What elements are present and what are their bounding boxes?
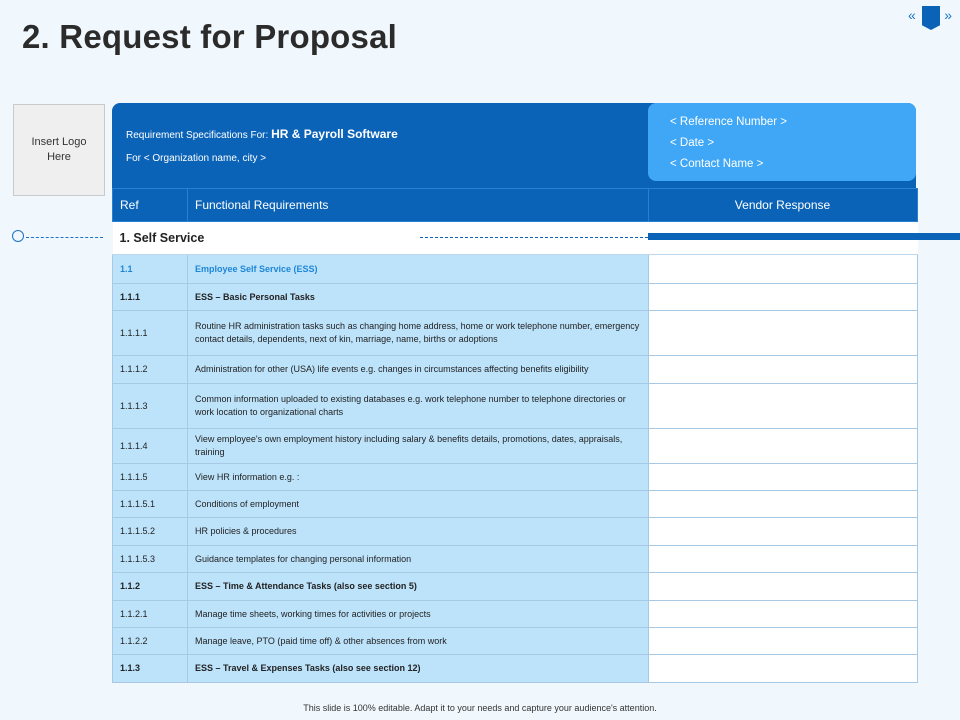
section-dashed-line — [420, 237, 648, 238]
vendor-response-cell[interactable] — [649, 356, 918, 384]
logo-placeholder — [13, 104, 105, 196]
ref-cell: 1.1.3 — [113, 655, 188, 683]
table-row — [113, 655, 918, 683]
ref-cell: 1.1.2.1 — [113, 601, 188, 628]
section-title: 1. Self Service — [113, 222, 918, 255]
footer-note: This slide is 100% editable. Adapt it to your needs and capture your audience's attention. — [303, 703, 657, 713]
page-title: 2. Request for Proposal — [22, 18, 398, 55]
ref-cell: 1.1.1.1 — [113, 311, 188, 356]
ref-cell: 1.1.1.5.2 — [113, 518, 188, 546]
vendor-response-cell[interactable] — [649, 655, 918, 683]
product-name: HR & Payroll Software — [271, 127, 398, 141]
ref-cell: 1.1.1 — [113, 284, 188, 311]
reference-number: < Reference Number > — [670, 116, 787, 128]
ref-cell: 1.1.1.3 — [113, 384, 188, 429]
requirement-cell: Common information uploaded to existing databases e.g. work telephone number to telephone directories or work location to organizational charts — [188, 384, 649, 429]
ref-cell: 1.1.1.2 — [113, 356, 188, 384]
dashed-connector — [26, 237, 103, 238]
ref-cell: 1.1.1.5.3 — [113, 546, 188, 573]
requirement-cell: View HR information e.g. : — [188, 464, 649, 491]
vendor-response-cell[interactable] — [649, 255, 918, 284]
vendor-response-cell[interactable] — [649, 601, 918, 628]
table-row — [113, 284, 918, 311]
section-accent-bar — [648, 233, 960, 240]
requirement-cell: ESS – Time & Attendance Tasks (also see section 5) — [188, 573, 649, 601]
next-slide-icon[interactable]: » — [944, 7, 952, 23]
table-row — [113, 546, 918, 573]
contact-name: < Contact Name > — [670, 158, 764, 170]
ref-cell: 1.1.2 — [113, 573, 188, 601]
requirement-cell: Manage time sheets, working times for activities or projects — [188, 601, 649, 628]
requirement-cell: ESS – Travel & Expenses Tasks (also see section 12) — [188, 655, 649, 683]
requirement-cell: View employee's own employment history including salary & benefits details, promotions, dates, appraisals, training — [188, 429, 649, 464]
requirement-line — [126, 127, 398, 141]
ref-cell: 1.1 — [113, 255, 188, 284]
table-row — [113, 356, 918, 384]
table-row — [113, 429, 918, 464]
requirement-prefix: Requirement Specifications For: — [126, 130, 272, 141]
circle-marker-icon — [12, 230, 24, 242]
vendor-response-cell[interactable] — [649, 546, 918, 573]
ref-cell: 1.1.1.4 — [113, 429, 188, 464]
requirement-cell: ESS – Basic Personal Tasks — [188, 284, 649, 311]
vendor-response-cell[interactable] — [649, 464, 918, 491]
table-header-row — [113, 189, 918, 222]
ref-cell: 1.1.1.5 — [113, 464, 188, 491]
vendor-response-cell[interactable] — [649, 311, 918, 356]
bookmark-ribbon-icon — [922, 6, 940, 30]
table-row — [113, 255, 918, 284]
requirement-cell: Guidance templates for changing personal information — [188, 546, 649, 573]
requirement-cell: HR policies & procedures — [188, 518, 649, 546]
logo-placeholder-text: Insert Logo Here — [31, 136, 87, 163]
column-header-ref: Ref — [113, 189, 188, 222]
vendor-response-cell[interactable] — [649, 491, 918, 518]
vendor-response-cell[interactable] — [649, 573, 918, 601]
requirement-cell: Administration for other (USA) life events e.g. changes in circumstances affecting benefits eligibility — [188, 356, 649, 384]
requirement-cell: Employee Self Service (ESS) — [188, 255, 649, 284]
date-field: < Date > — [670, 137, 715, 149]
vendor-response-cell[interactable] — [649, 384, 918, 429]
table-row — [113, 628, 918, 655]
table-row — [113, 384, 918, 429]
table-row — [113, 573, 918, 601]
table-row — [113, 518, 918, 546]
column-header-functional-requirements: Functional Requirements — [188, 189, 649, 222]
prev-slide-icon[interactable]: « — [908, 7, 916, 23]
column-header-vendor-response: Vendor Response — [649, 189, 918, 222]
ref-cell: 1.1.1.5.1 — [113, 491, 188, 518]
organization-line: For < Organization name, city > — [126, 153, 267, 164]
requirement-cell: Manage leave, PTO (paid time off) & other absences from work — [188, 628, 649, 655]
requirements-table — [112, 188, 918, 683]
vendor-response-cell[interactable] — [649, 518, 918, 546]
requirement-cell: Routine HR administration tasks such as changing home address, home or work telephone number, emergency contact details, dependents, next of kin, marriage, name, births or adoptions — [188, 311, 649, 356]
slide-nav — [908, 6, 952, 32]
reference-box — [648, 103, 916, 181]
ref-cell: 1.1.2.2 — [113, 628, 188, 655]
vendor-response-cell[interactable] — [649, 628, 918, 655]
requirement-cell: Conditions of employment — [188, 491, 649, 518]
vendor-response-cell[interactable] — [649, 284, 918, 311]
table-row — [113, 491, 918, 518]
table-row — [113, 601, 918, 628]
vendor-response-cell[interactable] — [649, 429, 918, 464]
header-panel — [112, 103, 916, 189]
table-row — [113, 464, 918, 491]
table-row — [113, 311, 918, 356]
